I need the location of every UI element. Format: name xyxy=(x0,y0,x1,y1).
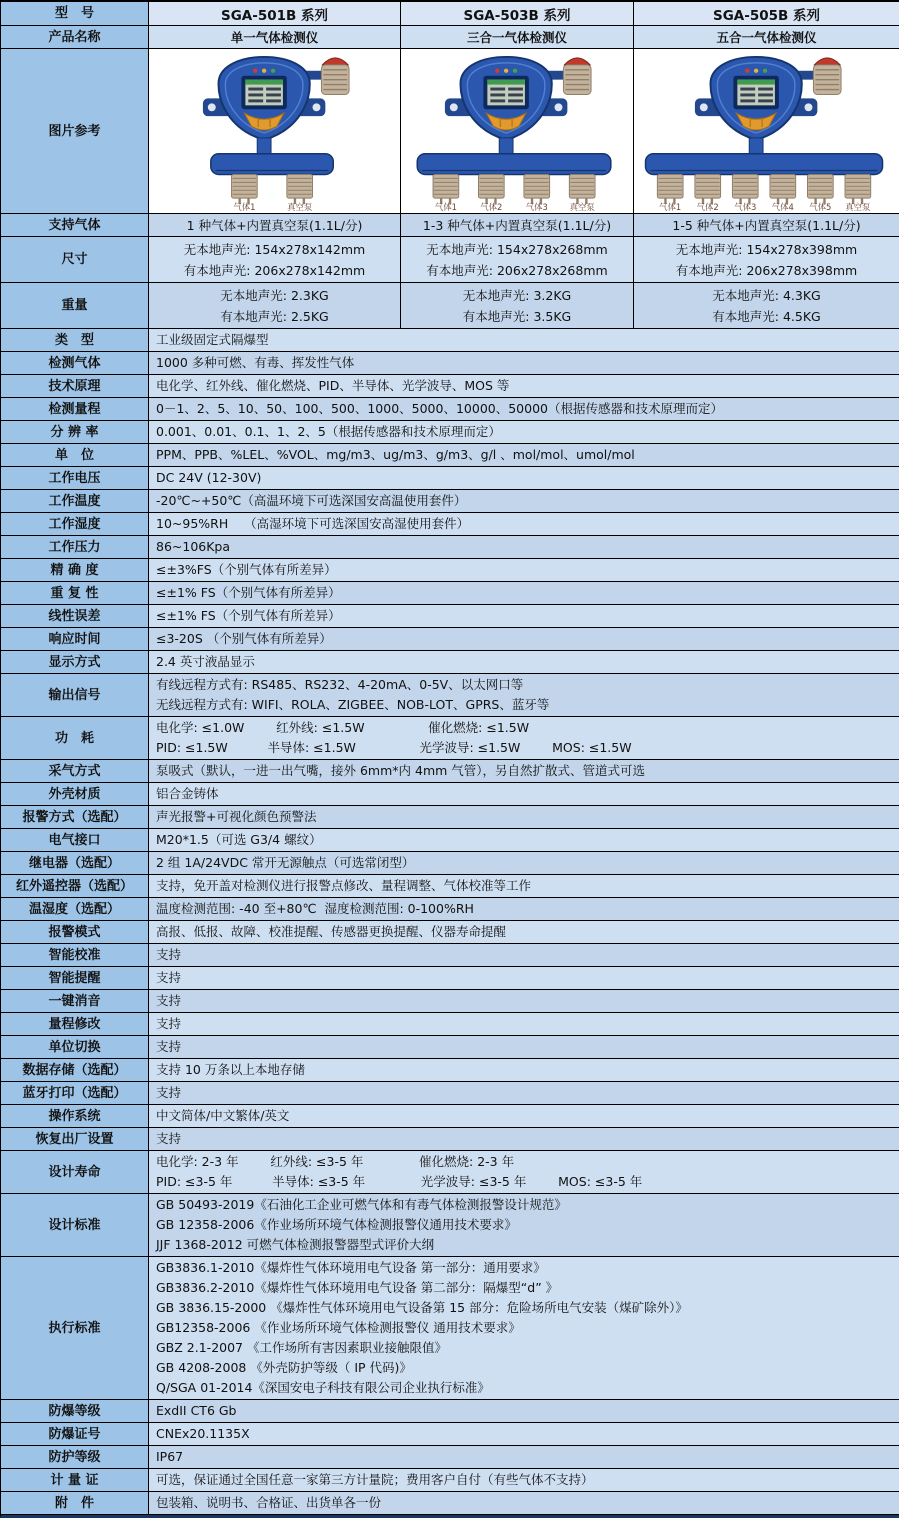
row-label: 报警模式 xyxy=(1,921,149,944)
row-label: 防护等级 xyxy=(1,1446,149,1469)
table-row xyxy=(1,26,899,49)
table-row xyxy=(1,1151,899,1194)
row-value xyxy=(149,559,899,582)
sensor-cylinder xyxy=(524,174,550,211)
detector-body xyxy=(218,57,309,140)
row-value xyxy=(149,1194,899,1257)
value-line: 支持 xyxy=(156,1016,182,1031)
table-row xyxy=(1,421,899,444)
row-value xyxy=(149,852,899,875)
table-row xyxy=(1,1423,899,1446)
value-line: 0－1、2、5、10、50、100、500、1000、5000、10000、50000（根据传感器和技术原理而定） xyxy=(156,401,723,416)
weight-cell xyxy=(149,283,401,329)
row-value xyxy=(149,1059,899,1082)
sensor-cylinder xyxy=(657,174,683,211)
sensor-label: 气体4 xyxy=(771,202,794,211)
sensor-cylinder xyxy=(569,174,595,211)
product-image-cell xyxy=(149,49,401,214)
gas-detector-illustration xyxy=(151,51,399,211)
product-name-cell: 三合一气体检测仪 xyxy=(401,26,634,49)
status-led xyxy=(253,69,257,73)
value-line: 支持 xyxy=(156,1131,182,1146)
row-value xyxy=(149,651,899,674)
value-line: 有线远程方式有: RS485、RS232、4-20mA、0-5V、以太网口等 xyxy=(156,677,524,692)
table-row xyxy=(1,921,899,944)
sensor-cylinder xyxy=(231,174,257,211)
table-row xyxy=(1,444,899,467)
product-name-cell: 五合一气体检测仪 xyxy=(634,26,899,49)
value-line: DC 24V (12-30V) xyxy=(156,470,262,485)
status-led xyxy=(745,69,749,73)
manifold-bar xyxy=(417,154,611,175)
product-name-cell: 单一气体检测仪 xyxy=(149,26,401,49)
row-label: 检测气体 xyxy=(1,352,149,375)
table-row xyxy=(1,1128,899,1151)
gas-support-cell: 1-5 种气体+内置真空泵(1.1L/分) xyxy=(634,214,899,237)
row-value xyxy=(149,628,899,651)
row-label: 操作系统 xyxy=(1,1105,149,1128)
sensor-cylinder xyxy=(732,174,758,211)
table-row xyxy=(1,1036,899,1059)
row-label: 工作电压 xyxy=(1,467,149,490)
value-line: 无本地声光: 154x278x398mm xyxy=(675,241,858,257)
sensor-label: 气体3 xyxy=(525,202,548,211)
row-value xyxy=(149,898,899,921)
row-value xyxy=(149,674,899,717)
row-value xyxy=(149,1013,899,1036)
row-label: 附 件 xyxy=(1,1492,149,1515)
status-led xyxy=(261,69,265,73)
row-label: 产品名称 xyxy=(1,26,149,49)
row-label: 温湿度（选配） xyxy=(1,898,149,921)
sensor-cylinder xyxy=(478,174,504,211)
model-cell: SGA-501B 系列 xyxy=(149,2,401,26)
value-line: 包装箱、说明书、合格证、出货单各一份 xyxy=(156,1495,382,1510)
value-line: CNEx20.1135X xyxy=(156,1426,250,1441)
table-row xyxy=(1,49,899,214)
row-value xyxy=(149,1105,899,1128)
size-cell xyxy=(634,237,899,283)
table-row xyxy=(1,829,899,852)
status-led xyxy=(495,69,499,73)
value-line: PPM、PPB、%LEL、%VOL、mg/m3、ug/m3、g/m3、g/l 、mol/mol、umol/mol xyxy=(156,447,635,462)
status-led xyxy=(762,69,766,73)
sensor-cylinder xyxy=(807,174,833,211)
table-row xyxy=(1,944,899,967)
row-label: 输出信号 xyxy=(1,674,149,717)
table-row xyxy=(1,513,899,536)
row-label: 图片参考 xyxy=(1,49,149,214)
sensor-label: 真空泵 xyxy=(286,202,312,211)
row-label: 采气方式 xyxy=(1,760,149,783)
row-value xyxy=(149,806,899,829)
row-value xyxy=(149,398,899,421)
table-row xyxy=(1,875,899,898)
table-row xyxy=(1,375,899,398)
table-row xyxy=(1,806,899,829)
row-label: 电气接口 xyxy=(1,829,149,852)
value-line: 无本地声光: 3.2KG xyxy=(462,287,572,303)
sensor-cylinder xyxy=(286,174,312,211)
gas-support-cell: 1-3 种气体+内置真空泵(1.1L/分) xyxy=(401,214,634,237)
value-line: 支持 10 万条以上本地存储 xyxy=(156,1062,305,1077)
row-label: 响应时间 xyxy=(1,628,149,651)
table-row xyxy=(1,852,899,875)
value-line: 1000 多种可燃、有毒、挥发性气体 xyxy=(156,355,355,370)
row-value xyxy=(149,421,899,444)
alarm-beacon xyxy=(563,58,591,95)
row-value xyxy=(149,875,899,898)
weight-cell xyxy=(401,283,634,329)
gas-detector-illustration xyxy=(643,51,891,211)
row-label: 蓝牙打印（选配） xyxy=(1,1082,149,1105)
row-value xyxy=(149,513,899,536)
value-line: GB 4208-2008 《外壳防护等级（ IP 代码)》 xyxy=(156,1360,412,1375)
row-value xyxy=(149,760,899,783)
gas-detector-illustration xyxy=(401,51,634,211)
row-value xyxy=(149,1151,899,1194)
value-line: 86~106Kpa xyxy=(156,539,231,554)
value-line: -20℃~+50℃（高温环境下可选深国安高温使用套件） xyxy=(156,493,467,508)
value-line: 0.001、0.01、0.1、1、2、5（根据传感器和技术原理而定） xyxy=(156,424,501,439)
table-row xyxy=(1,990,899,1013)
table-row xyxy=(1,1059,899,1082)
value-line: GB3836.1-2010《爆炸性气体环境用电气设备 第一部分：通用要求》 xyxy=(156,1260,546,1275)
detector-body xyxy=(461,57,552,140)
size-cell xyxy=(149,237,401,283)
sensor-cylinder xyxy=(845,174,871,211)
row-label: 精 确 度 xyxy=(1,559,149,582)
value-line: ≤±1% FS（个别气体有所差异） xyxy=(156,608,341,623)
row-label: 型 号 xyxy=(1,2,149,26)
value-line: 声光报警+可视化颜色预警法 xyxy=(156,809,317,824)
value-line: ExdII CT6 Gb xyxy=(156,1403,237,1418)
table-row xyxy=(1,1492,899,1515)
value-line: 无本地声光: 154x278x142mm xyxy=(183,241,366,257)
sensor-cylinder xyxy=(694,174,720,211)
row-value xyxy=(149,605,899,628)
row-label: 设计标准 xyxy=(1,1194,149,1257)
row-label: 红外遥控器（选配） xyxy=(1,875,149,898)
row-label: 线性误差 xyxy=(1,605,149,628)
value-line: GBZ 2.1-2007 《工作场所有害因素职业接触限值》 xyxy=(156,1340,447,1355)
table-row xyxy=(1,283,899,329)
value-line: M20*1.5（可选 G3/4 螺纹） xyxy=(156,832,322,847)
value-line: 支持 xyxy=(156,1085,182,1100)
value-line: 2.4 英寸液晶显示 xyxy=(156,654,255,669)
table-row xyxy=(1,1082,899,1105)
product-image-cell xyxy=(634,49,899,214)
value-line: 有本地声光: 206x278x398mm xyxy=(675,262,858,278)
value-line: 有本地声光: 3.5KG xyxy=(462,308,572,324)
row-label: 外壳材质 xyxy=(1,783,149,806)
row-value xyxy=(149,329,899,352)
value-line: 10~95%RH （高湿环境下可选深国安高湿使用套件） xyxy=(156,516,470,531)
value-line: GB 50493-2019《石油化工企业可燃气体和有毒气体检测报警设计规范》 xyxy=(156,1197,567,1212)
row-label: 量程修改 xyxy=(1,1013,149,1036)
sensor-label: 气体2 xyxy=(696,202,719,211)
row-label: 数据存储（选配） xyxy=(1,1059,149,1082)
table-row xyxy=(1,1469,899,1492)
row-value xyxy=(149,990,899,1013)
row-label: 设计寿命 xyxy=(1,1151,149,1194)
table-row xyxy=(1,783,899,806)
spec-rows xyxy=(1,329,899,1515)
row-label: 工作湿度 xyxy=(1,513,149,536)
table-row xyxy=(1,651,899,674)
row-value xyxy=(149,536,899,559)
row-label: 技术原理 xyxy=(1,375,149,398)
table-row xyxy=(1,1446,899,1469)
value-line: ≤3-20S （个别气体有所差异） xyxy=(156,631,332,646)
table-row xyxy=(1,352,899,375)
row-label: 类 型 xyxy=(1,329,149,352)
row-value xyxy=(149,921,899,944)
row-label: 智能校准 xyxy=(1,944,149,967)
alarm-beacon xyxy=(813,58,841,95)
row-label: 防爆证号 xyxy=(1,1423,149,1446)
row-label: 工作温度 xyxy=(1,490,149,513)
sensor-label: 真空泵 xyxy=(569,202,595,211)
value-line: 温度检测范围: -40 至+80℃ 湿度检测范围: 0-100%RH xyxy=(156,901,474,916)
sensor-cylinder xyxy=(433,174,459,211)
row-value xyxy=(149,375,899,398)
table-row xyxy=(1,2,899,26)
product-image-cell xyxy=(401,49,634,214)
row-value xyxy=(149,1400,899,1423)
table-row xyxy=(1,967,899,990)
value-line: IP67 xyxy=(156,1449,184,1464)
table-row xyxy=(1,1400,899,1423)
row-value xyxy=(149,582,899,605)
value-line: 支持 xyxy=(156,1039,182,1054)
table-row xyxy=(1,1257,899,1400)
row-value xyxy=(149,444,899,467)
row-label: 单 位 xyxy=(1,444,149,467)
sensor-label: 气体1 xyxy=(434,202,457,211)
row-value xyxy=(149,1469,899,1492)
row-value xyxy=(149,783,899,806)
value-line: 泵吸式（默认，一进一出气嘴，接外 6mm*内 4mm 气管），另自然扩散式、管道式可选 xyxy=(156,763,646,778)
value-line: ≤±1% FS（个别气体有所差异） xyxy=(156,585,341,600)
value-line: GB12358-2006 《作业场所环境气体检测报警仪 通用技术要求》 xyxy=(156,1320,521,1335)
manifold-bar xyxy=(210,154,332,175)
row-value xyxy=(149,467,899,490)
table-row xyxy=(1,1105,899,1128)
table-row xyxy=(1,582,899,605)
gas-support-cell: 1 种气体+内置真空泵(1.1L/分) xyxy=(149,214,401,237)
weight-cell xyxy=(634,283,899,329)
row-value xyxy=(149,717,899,760)
row-label: 重量 xyxy=(1,283,149,329)
value-line: 高报、低报、故障、校准提醒、传感器更换提醒、仪器寿命提醒 xyxy=(156,924,507,939)
value-line: 无本地声光: 4.3KG xyxy=(712,287,821,303)
value-line: JJF 1368-2012 可燃气体检测报警器型式评价大纲 xyxy=(156,1237,435,1252)
status-led xyxy=(270,69,274,73)
row-value xyxy=(149,967,899,990)
table-row xyxy=(1,329,899,352)
table-row xyxy=(1,559,899,582)
value-line: 铝合金铸体 xyxy=(156,786,219,801)
row-value xyxy=(149,490,899,513)
row-label: 工作压力 xyxy=(1,536,149,559)
table-row xyxy=(1,760,899,783)
row-value xyxy=(149,944,899,967)
sensor-label: 气体2 xyxy=(480,202,503,211)
value-line: 可选，保证通过全国任意一家第三方计量院；费用客户自付（有些气体不支持） xyxy=(156,1472,594,1487)
alarm-beacon xyxy=(321,58,349,95)
row-label: 尺寸 xyxy=(1,237,149,283)
value-line: 有本地声光: 206x278x142mm xyxy=(183,262,366,278)
sensor-label: 气体1 xyxy=(232,202,255,211)
table-row xyxy=(1,490,899,513)
model-cell: SGA-503B 系列 xyxy=(401,2,634,26)
value-line: 2 组 1A/24VDC 常开无源触点（可选常闭型） xyxy=(156,855,415,870)
sensor-label: 气体1 xyxy=(658,202,681,211)
status-led xyxy=(753,69,757,73)
row-label: 恢复出厂设置 xyxy=(1,1128,149,1151)
value-line: 工业级固定式隔爆型 xyxy=(156,332,269,347)
row-label: 报警方式（选配） xyxy=(1,806,149,829)
row-value xyxy=(149,352,899,375)
value-line: Q/SGA 01-2014《深国安电子科技有限公司企业执行标准》 xyxy=(156,1380,490,1395)
row-value xyxy=(149,1446,899,1469)
table-row xyxy=(1,1013,899,1036)
value-line: 电化学、红外线、催化燃烧、PID、半导体、光学波导、MOS 等 xyxy=(156,378,510,393)
table-row xyxy=(1,214,899,237)
size-cell xyxy=(401,237,634,283)
row-label: 检测量程 xyxy=(1,398,149,421)
status-led xyxy=(504,69,508,73)
value-line: 有本地声光: 2.5KG xyxy=(220,308,329,324)
table-row xyxy=(1,605,899,628)
value-line: PID: ≤3-5 年 半导体: ≤3-5 年 光学波导: ≤3-5 年 MOS: ≤3-5 年 xyxy=(156,1174,643,1189)
value-line: PID: ≤1.5W 半导体: ≤1.5W 光学波导: ≤1.5W MOS: ≤1.5W xyxy=(156,740,632,755)
value-line: 无线远程方式有: WIFI、ROLA、ZIGBEE、NOB-LOT、GPRS、蓝牙等 xyxy=(156,697,550,712)
value-line: 支持 xyxy=(156,947,182,962)
table-row xyxy=(1,898,899,921)
detector-body xyxy=(710,57,801,140)
value-line: 支持，免开盖对检测仪进行报警点修改、量程调整、气体校准等工作 xyxy=(156,878,532,893)
row-value xyxy=(149,1257,899,1400)
table-row xyxy=(1,536,899,559)
row-label: 单位切换 xyxy=(1,1036,149,1059)
row-label: 显示方式 xyxy=(1,651,149,674)
sensor-label: 气体3 xyxy=(733,202,756,211)
row-label: 支持气体 xyxy=(1,214,149,237)
model-cell: SGA-505B 系列 xyxy=(634,2,899,26)
value-line: 支持 xyxy=(156,970,182,985)
table-row xyxy=(1,467,899,490)
value-line: 支持 xyxy=(156,993,182,1008)
value-line: GB 12358-2006《作业场所环境气体检测报警仪通用技术要求》 xyxy=(156,1217,517,1232)
row-label: 计 量 证 xyxy=(1,1469,149,1492)
value-line: 电化学: 2-3 年 红外线: ≤3-5 年 催化燃烧: 2-3 年 xyxy=(156,1154,515,1169)
table-row xyxy=(1,628,899,651)
value-line: ≤±3%FS（个别气体有所差异） xyxy=(156,562,337,577)
row-label: 分 辨 率 xyxy=(1,421,149,444)
table-row xyxy=(1,717,899,760)
row-label: 继电器（选配） xyxy=(1,852,149,875)
status-led xyxy=(513,69,517,73)
row-value xyxy=(149,1128,899,1151)
row-value xyxy=(149,1492,899,1515)
row-label: 重 复 性 xyxy=(1,582,149,605)
sensor-label: 真空泵 xyxy=(844,202,870,211)
value-line: 中文简体/中文繁体/英文 xyxy=(156,1108,290,1123)
value-line: GB3836.2-2010《爆炸性气体环境用电气设备 第二部分：隔爆型“d” 》 xyxy=(156,1280,559,1295)
row-label: 功 耗 xyxy=(1,717,149,760)
manifold-bar xyxy=(645,154,882,175)
value-line: 电化学: ≤1.0W 红外线: ≤1.5W 催化燃烧: ≤1.5W xyxy=(156,720,530,735)
value-line: 无本地声光: 154x278x268mm xyxy=(426,241,608,257)
row-label: 防爆等级 xyxy=(1,1400,149,1423)
row-value xyxy=(149,829,899,852)
sensor-cylinder xyxy=(769,174,795,211)
row-label: 执行标准 xyxy=(1,1257,149,1400)
row-value xyxy=(149,1423,899,1446)
value-line: 无本地声光: 2.3KG xyxy=(220,287,329,303)
row-value xyxy=(149,1036,899,1059)
table-row xyxy=(1,398,899,421)
value-line: 有本地声光: 206x278x268mm xyxy=(426,262,608,278)
table-row xyxy=(1,674,899,717)
row-value xyxy=(149,1082,899,1105)
table-row xyxy=(1,237,899,283)
value-line: 有本地声光: 4.5KG xyxy=(712,308,821,324)
table-row xyxy=(1,1194,899,1257)
value-line: GB 3836.15-2000 《爆炸性气体环境用电气设备第 15 部分：危险场所电气安装（煤矿除外）》 xyxy=(156,1300,688,1315)
sensor-label: 气体5 xyxy=(808,202,831,211)
row-label: 一键消音 xyxy=(1,990,149,1013)
row-label: 智能提醒 xyxy=(1,967,149,990)
